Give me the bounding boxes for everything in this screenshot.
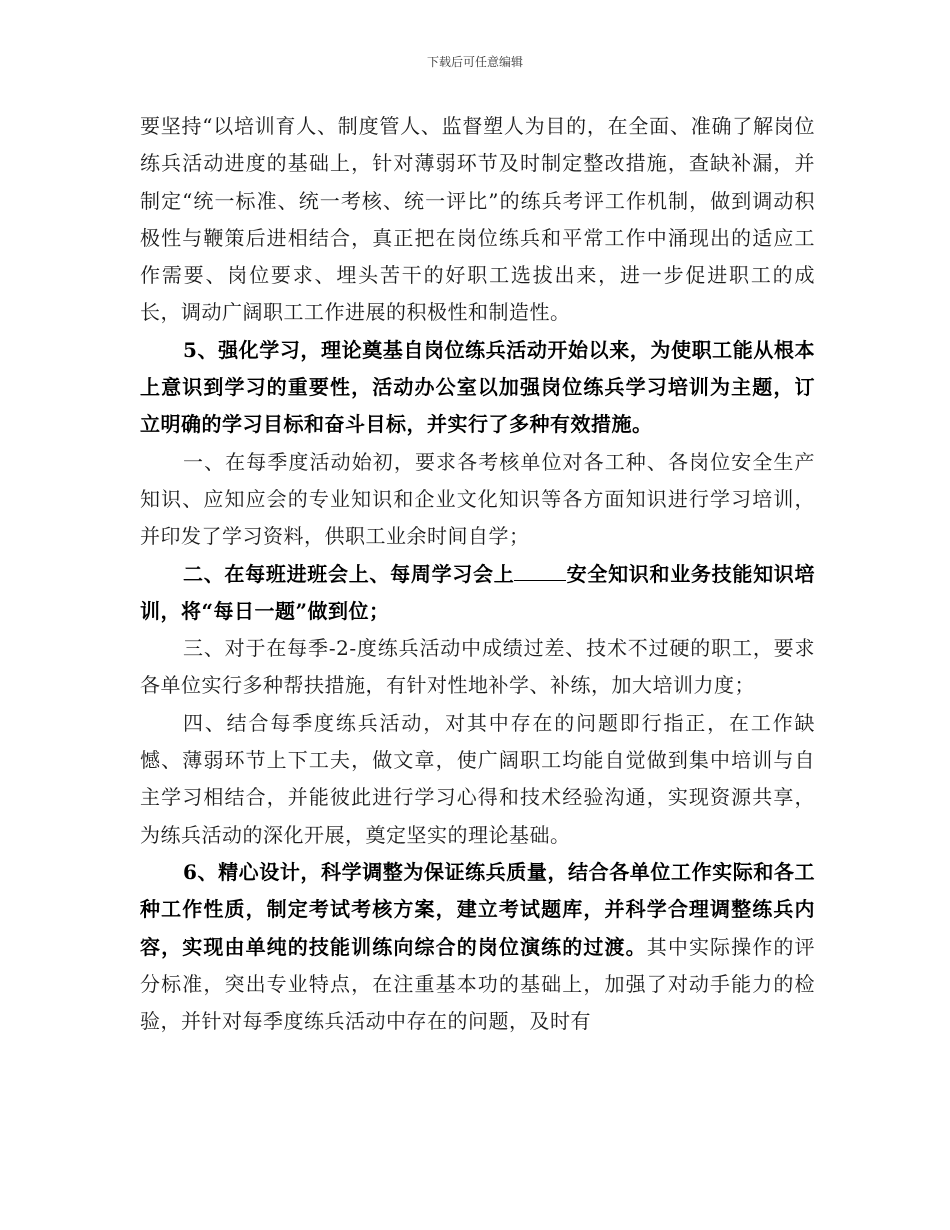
section-6-heading: 6、精心设计，科学调整为保证练兵质量，结合各单位工作实际和各工种工作性质，制定考试考核方案，建立考试题库，并科学合理调整练兵内容，实现由单纯的技能训练向综合的岗位演练的过渡。 bbox=[140, 859, 815, 959]
document-body bbox=[140, 108, 815, 1040]
section-6-body: 其中实际操作的评分标准，突出专业特点，在注重基本功的基础上，加强了对动手能力的检验，并针对每季度练兵活动中存在的问题，及时有 bbox=[140, 934, 816, 1034]
measure-2-text-after: 安全知识和业务技能知识培训，将“每日一题”做到位； bbox=[140, 561, 816, 623]
page-header-note: 下载后可任意编辑 bbox=[426, 55, 523, 69]
measure-2-text-before: 二、在每班进班会上、每周学习会上 bbox=[183, 561, 515, 586]
fill-in-blank bbox=[514, 562, 566, 581]
paragraph-measure-4: 四、结合每季度练兵活动，对其中存在的问题即行指正，在工作缺憾、薄弱环节上下工夫，做文章，使广阔职工均能自觉做到集中培训与自主学习相结合，并能彼此进行学习心得和技术经验沟通，实现资源共享，为练兵活动的深化开展，奠定坚实的理论基础。 bbox=[140, 710, 815, 847]
paragraph-measure-3: 三、对于在每季-2-度练兵活动中成绩过差、技术不过硬的职工，要求各单位实行多种帮扶措施，有针对性地补学、补练，加大培训力度； bbox=[140, 636, 815, 698]
paragraph-section-6 bbox=[140, 854, 815, 1040]
paragraph-evaluation-mechanism: 要坚持“以培训育人、制度管人、监督塑人为目的，在全面、准确了解岗位练兵活动进度的基础上，针对薄弱环节及时制定整改措施，查缺补漏，并制定“统一标准、统一考核、统一评比”的练兵考评工作机制，做到调动积极性与鞭策后进相结合，真正把在岗位练兵和平常工作中涌现出的适应工作需要、岗位要求、埋头苦干的好职工选拔出来，进一步促进职工的成长，调动广阔职工工作进展的积极性和制造性。 bbox=[140, 114, 815, 325]
paragraph-section-5-heading: 5、强化学习，理论奠基自岗位练兵活动开始以来，为使职工能从根本上意识到学习的重要性，活动办公室以加强岗位练兵学习培训为主题，订立明确的学习目标和奋斗目标，并实行了多种有效措施。 bbox=[140, 337, 815, 437]
paragraph-measure-1: 一、在每季度活动始初，要求各考核单位对各工种、各岗位安全生产知识、应知应会的专业知识和企业文化知识等各方面知识进行学习培训，并印发了学习资料，供职工业余时间自学； bbox=[140, 449, 815, 549]
paragraph-measure-2 bbox=[140, 556, 815, 631]
